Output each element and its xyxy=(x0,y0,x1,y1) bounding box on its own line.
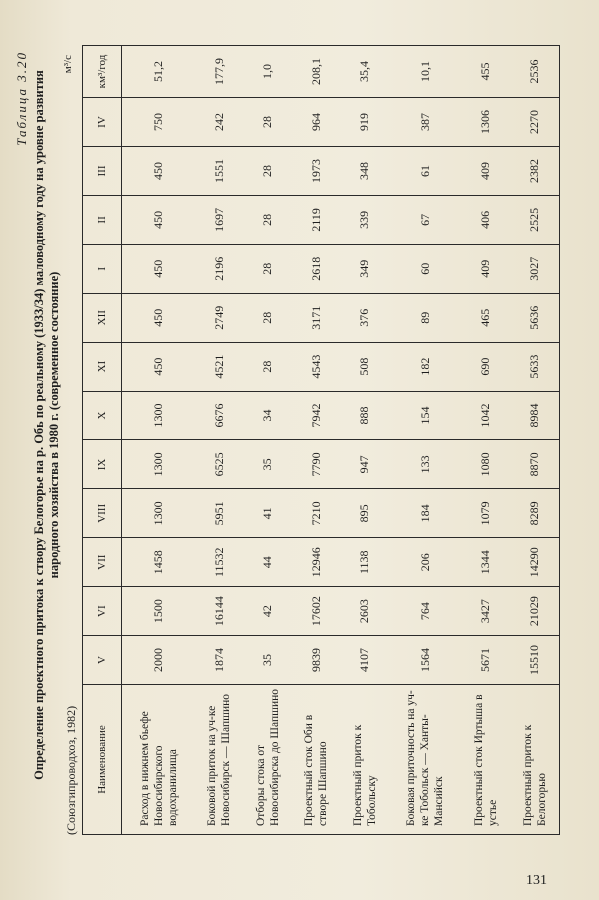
row-name: Проектный приток к Тобольску xyxy=(340,685,388,835)
row-value: 1138 xyxy=(340,538,388,587)
column-header: VIII xyxy=(83,489,122,538)
table-title: Определение проектного притока к створу Белогорье на р. Обь по реальному (1933/34) маловодному году на уровне развития народного хозяйства в 1980 г. (современное состояние) xyxy=(32,70,61,780)
row-value: 1300 xyxy=(122,489,196,538)
row-value: 28 xyxy=(244,147,292,196)
row-value: 35 xyxy=(244,440,292,489)
row-value: 1564 xyxy=(389,636,462,685)
row-value: 8984 xyxy=(510,391,559,440)
row-value: 6676 xyxy=(195,391,243,440)
row-value: 450 xyxy=(122,244,196,293)
row-value: 28 xyxy=(244,244,292,293)
row-value: 21029 xyxy=(510,587,559,636)
row-value: 61 xyxy=(389,147,462,196)
row-value: 5633 xyxy=(510,342,559,391)
row-value: 1306 xyxy=(462,98,510,147)
column-header: XII xyxy=(83,293,122,342)
row-value: 964 xyxy=(292,98,340,147)
column-header: км³/год xyxy=(83,46,122,98)
row-value: 2000 xyxy=(122,636,196,685)
row-value: 7210 xyxy=(292,489,340,538)
row-value: 1042 xyxy=(462,391,510,440)
table-row xyxy=(195,46,243,835)
table-number: Таблица 3.20 xyxy=(14,51,29,146)
row-value: 376 xyxy=(340,293,388,342)
row-value: 1,0 xyxy=(244,46,292,98)
table-row xyxy=(292,46,340,835)
row-value: 28 xyxy=(244,293,292,342)
row-value: 2196 xyxy=(195,244,243,293)
column-header: IV xyxy=(83,98,122,147)
row-value: 2270 xyxy=(510,98,559,147)
row-value: 15510 xyxy=(510,636,559,685)
row-value: 409 xyxy=(462,147,510,196)
table-body xyxy=(122,46,560,835)
row-value: 2119 xyxy=(292,195,340,244)
rotated-table-block xyxy=(10,45,575,835)
row-value: 508 xyxy=(340,342,388,391)
row-value: 7942 xyxy=(292,391,340,440)
row-value: 690 xyxy=(462,342,510,391)
row-value: 16144 xyxy=(195,587,243,636)
row-value: 42 xyxy=(244,587,292,636)
row-value: 182 xyxy=(389,342,462,391)
row-value: 5636 xyxy=(510,293,559,342)
row-value: 242 xyxy=(195,98,243,147)
column-header: X xyxy=(83,391,122,440)
row-value: 1300 xyxy=(122,440,196,489)
row-value: 5671 xyxy=(462,636,510,685)
row-value: 12946 xyxy=(292,538,340,587)
row-value: 44 xyxy=(244,538,292,587)
row-value: 349 xyxy=(340,244,388,293)
row-value: 133 xyxy=(389,440,462,489)
row-name: Боковой приток на уч-ке Новосибирск — Шапшино xyxy=(195,685,243,835)
row-value: 4521 xyxy=(195,342,243,391)
row-value: 17602 xyxy=(292,587,340,636)
page-number: 131 xyxy=(526,873,547,888)
table-row xyxy=(510,46,559,835)
row-value: 206 xyxy=(389,538,462,587)
row-value: 3171 xyxy=(292,293,340,342)
row-value: 2536 xyxy=(510,46,559,98)
row-value: 7790 xyxy=(292,440,340,489)
row-value: 947 xyxy=(340,440,388,489)
row-value: 10,1 xyxy=(389,46,462,98)
row-value: 1300 xyxy=(122,391,196,440)
row-value: 764 xyxy=(389,587,462,636)
row-value: 4107 xyxy=(340,636,388,685)
row-value: 450 xyxy=(122,342,196,391)
row-value: 9839 xyxy=(292,636,340,685)
row-value: 177,9 xyxy=(195,46,243,98)
row-value: 409 xyxy=(462,244,510,293)
row-value: 34 xyxy=(244,391,292,440)
table-row xyxy=(389,46,462,835)
row-value: 3027 xyxy=(510,244,559,293)
row-value: 60 xyxy=(389,244,462,293)
row-value: 1344 xyxy=(462,538,510,587)
row-value: 2749 xyxy=(195,293,243,342)
row-name: Отборы стока от Новосибирска до Шапшино xyxy=(244,685,292,835)
row-value: 450 xyxy=(122,147,196,196)
row-value: 51,2 xyxy=(122,46,196,98)
column-header: VII xyxy=(83,538,122,587)
column-header: XI xyxy=(83,342,122,391)
row-value: 888 xyxy=(340,391,388,440)
row-value: 28 xyxy=(244,342,292,391)
row-value: 455 xyxy=(462,46,510,98)
row-value: 8289 xyxy=(510,489,559,538)
row-value: 1080 xyxy=(462,440,510,489)
row-value: 35,4 xyxy=(340,46,388,98)
row-value: 41 xyxy=(244,489,292,538)
row-value: 339 xyxy=(340,195,388,244)
row-value: 387 xyxy=(389,98,462,147)
row-value: 89 xyxy=(389,293,462,342)
table-row xyxy=(462,46,510,835)
row-value: 208,1 xyxy=(292,46,340,98)
row-value: 4543 xyxy=(292,342,340,391)
row-value: 11532 xyxy=(195,538,243,587)
row-value: 2603 xyxy=(340,587,388,636)
row-value: 5951 xyxy=(195,489,243,538)
row-value: 1551 xyxy=(195,147,243,196)
row-value: 1079 xyxy=(462,489,510,538)
row-name: Проектный приток к Белогорью xyxy=(510,685,559,835)
table-source: (Союзгипроводхоз, 1982) xyxy=(64,705,78,835)
row-name: Проектный сток Оби в створе Шапшино xyxy=(292,685,340,835)
column-header: IX xyxy=(83,440,122,489)
row-name: Проектный сток Иртыша в устье xyxy=(462,685,510,835)
row-value: 1697 xyxy=(195,195,243,244)
row-value: 465 xyxy=(462,293,510,342)
row-value: 450 xyxy=(122,293,196,342)
column-header-name: Наименование xyxy=(83,685,122,835)
table-row xyxy=(244,46,292,835)
row-value: 14290 xyxy=(510,538,559,587)
table-row xyxy=(122,46,196,835)
table-unit: м³/с xyxy=(62,55,74,74)
row-value: 3427 xyxy=(462,587,510,636)
column-header: III xyxy=(83,147,122,196)
discharge-table xyxy=(82,45,560,835)
row-value: 154 xyxy=(389,391,462,440)
row-value: 35 xyxy=(244,636,292,685)
row-value: 2618 xyxy=(292,244,340,293)
row-value: 67 xyxy=(389,195,462,244)
row-value: 184 xyxy=(389,489,462,538)
column-header: I xyxy=(83,244,122,293)
row-value: 450 xyxy=(122,195,196,244)
row-value: 348 xyxy=(340,147,388,196)
row-value: 28 xyxy=(244,98,292,147)
table-header-row xyxy=(83,46,122,835)
row-value: 28 xyxy=(244,195,292,244)
row-value: 2382 xyxy=(510,147,559,196)
row-value: 2525 xyxy=(510,195,559,244)
row-name: Расход в нижнем бьефе Новосибирского водохранилища xyxy=(122,685,196,835)
row-value: 1500 xyxy=(122,587,196,636)
row-value: 919 xyxy=(340,98,388,147)
row-value: 1874 xyxy=(195,636,243,685)
column-header: V xyxy=(83,636,122,685)
row-value: 1458 xyxy=(122,538,196,587)
column-header: II xyxy=(83,195,122,244)
row-value: 895 xyxy=(340,489,388,538)
row-value: 6525 xyxy=(195,440,243,489)
row-value: 1973 xyxy=(292,147,340,196)
row-name: Боковая приточность на уч-ке Тобольск — Ханты-Мансийск xyxy=(389,685,462,835)
column-header: VI xyxy=(83,587,122,636)
row-value: 8870 xyxy=(510,440,559,489)
row-value: 406 xyxy=(462,195,510,244)
table-row xyxy=(340,46,388,835)
row-value: 750 xyxy=(122,98,196,147)
